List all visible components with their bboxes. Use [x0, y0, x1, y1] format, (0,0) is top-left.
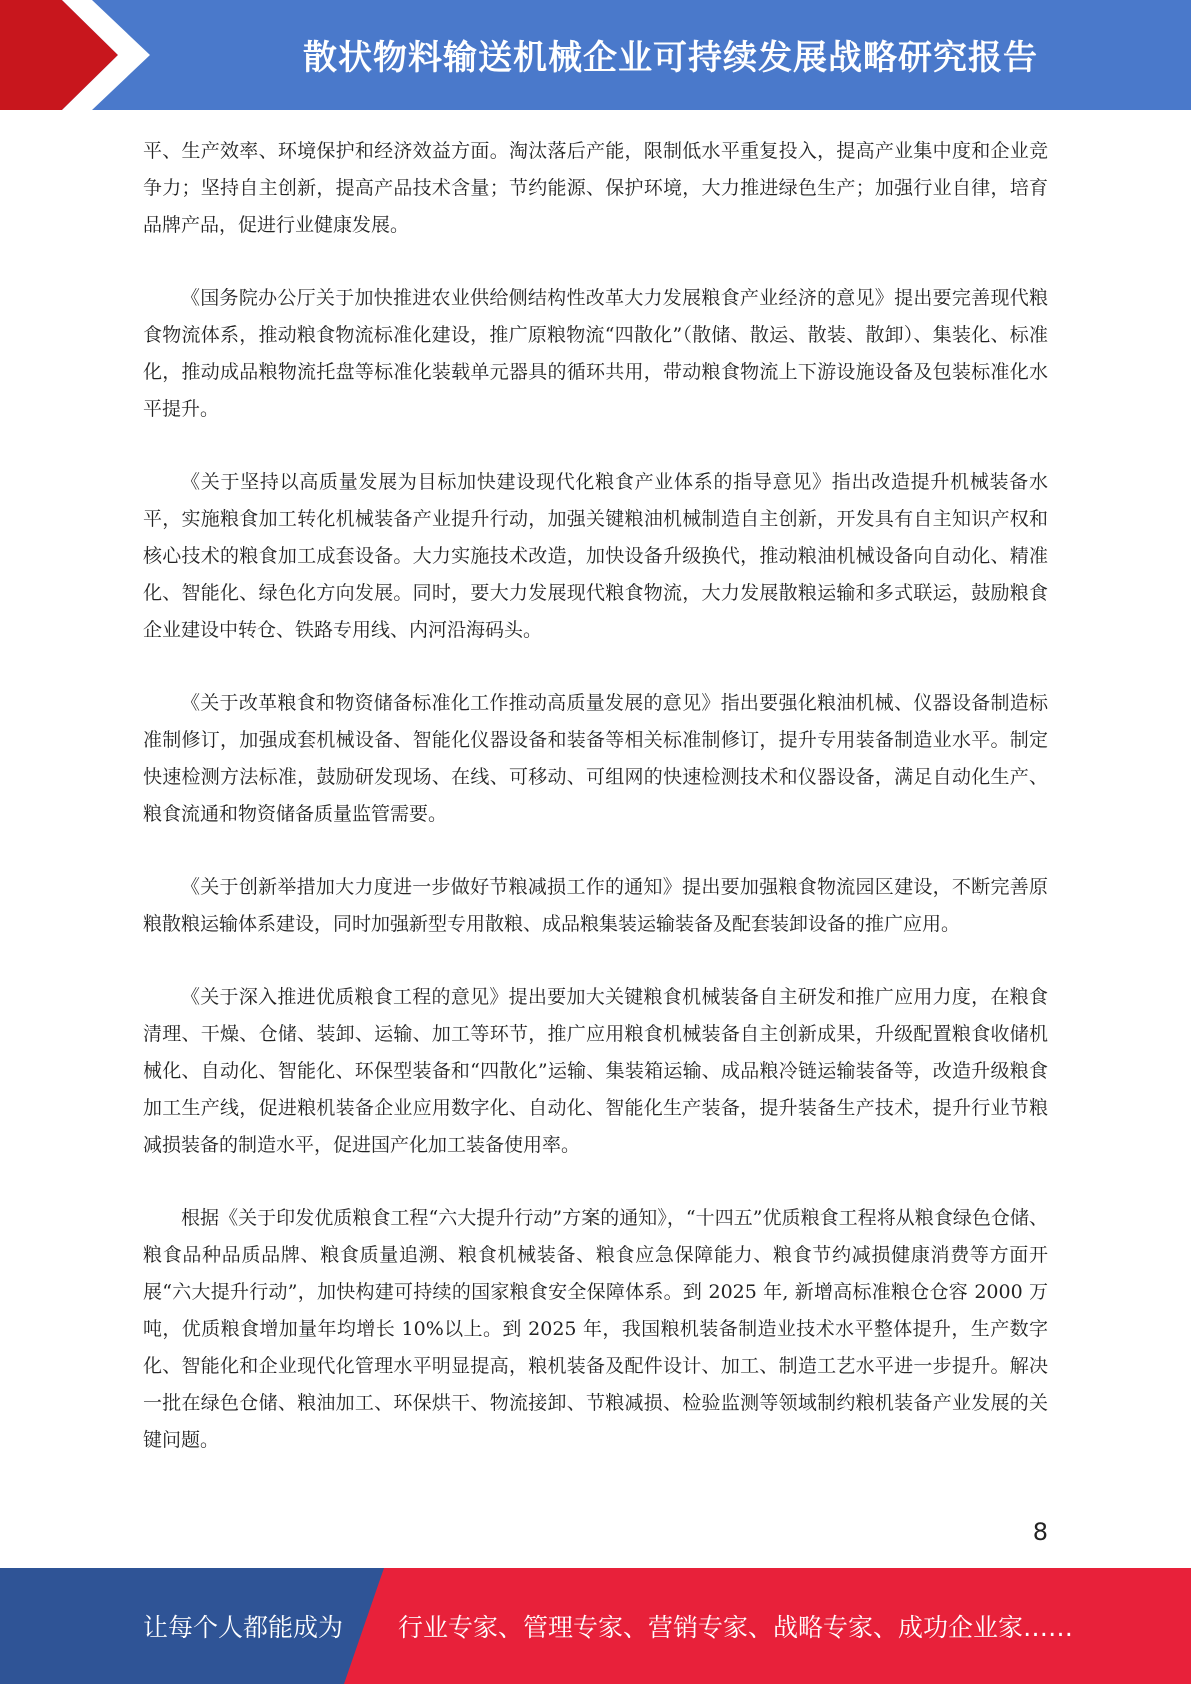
paragraph: 平、生产效率、环境保护和经济效益方面。淘汰落后产能，限制低水平重复投入，提高产业集中度和企业竞争力；坚持自主创新，提高产品技术含量；节约能源、保护环境，大力推进绿色生产；加强行业自律，培育品牌产品，促进行业健康发展。 — [143, 140, 1048, 236]
paragraph: 《关于改革粮食和物资储备标准化工作推动高质量发展的意见》指出要强化粮油机械、仪器设备制造标准制修订，加强成套机械设备、智能化仪器设备和装备等相关标准制修订，提升专用装备制造业水平。制定快速检测方法标准，鼓励研发现场、在线、可移动、可组网的快速检测技术和仪器设备，满足自动化生产、粮食流通和物资储备质量监管需要。 — [143, 692, 1048, 825]
paragraph: 根据《关于印发优质粮食工程“六大提升行动”方案的通知》，“十四五”优质粮食工程将从粮食绿色仓储、粮食品种品质品牌、粮食质量追溯、粮食机械装备、粮食应急保障能力、粮食节约减损健康消费等方面开展“六大提升行动”，加快构建可持续的国家粮食安全保障体系。到 2025 年, 新增高标准粮仓仓容 2000 万吨，优质粮食增加量年均增长 10%以上。到 2025 年，我国粮机装备制造业技术水平整体提升，生产数字化、智能化和企业现代化管理水平明显提高，粮机装备及配件设计、加工、制造工艺水平进一步提升。解决一批在绿色仓储、粮油加工、环保烘干、物流接卸、节粮减损、检验监测等领域制约粮机装备产业发展的关键问题。 — [143, 1207, 1048, 1451]
paragraph: 《关于深入推进优质粮食工程的意见》提出要加大关键粮食机械装备自主研发和推广应用力度，在粮食清理、干燥、仓储、装卸、运输、加工等环节，推广应用粮食机械装备自主创新成果，升级配置粮食收储机械化、自动化、智能化、环保型装备和“四散化”运输、集装箱运输、成品粮冷链运输装备等，改造升级粮食加工生产线，促进粮机装备企业应用数字化、自动化、智能化生产装备，提升装备生产技术，提升行业节粮减损装备的制造水平，促进国产化加工装备使用率。 — [143, 986, 1048, 1156]
paragraph: 《关于创新举措加大力度进一步做好节粮减损工作的通知》提出要加强粮食物流园区建设，不断完善原粮散粮运输体系建设，同时加强新型专用散粮、成品粮集装运输装备及配套装卸设备的推广应用。 — [143, 876, 1048, 935]
page-footer — [0, 1568, 1191, 1684]
footer-slogan-right: 行业专家、管理专家、营销专家、战略专家、成功企业家…… — [398, 1613, 1074, 1642]
paragraph: 《关于坚持以高质量发展为目标加快建设现代化粮食产业体系的指导意见》指出改造提升机械装备水平，实施粮食加工转化机械装备产业提升行动，加强关键粮油机械制造自主创新，开发具有自主知识产权和核心技术的粮食加工成套设备。大力实施技术改造，加快设备升级换代，推动粮油机械设备向自动化、精准化、智能化、绿色化方向发展。同时，要大力发展现代粮食物流，大力发展散粮运输和多式联运，鼓励粮食企业建设中转仓、铁路专用线、内河沿海码头。 — [143, 471, 1048, 641]
header-title: 散状物料输送机械企业可持续发展战略研究报告 — [303, 37, 1038, 78]
page-header — [0, 0, 1191, 110]
page-number: 8 — [1032, 1518, 1048, 1546]
report-body — [143, 133, 1048, 1495]
footer-slogan-left: 让每个人都能成为 — [143, 1613, 344, 1642]
arrow-logo-icon — [0, 0, 160, 110]
paragraph: 《国务院办公厅关于加快推进农业供给侧结构性改革大力发展粮食产业经济的意见》提出要完善现代粮食物流体系，推动粮食物流标准化建设，推广原粮物流“四散化”（散储、散运、散装、散卸）、集装化、标准化，推动成品粮物流托盘等标准化装载单元器具的循环共用，带动粮食物流上下游设施设备及包装标准化水平提升。 — [143, 287, 1048, 420]
